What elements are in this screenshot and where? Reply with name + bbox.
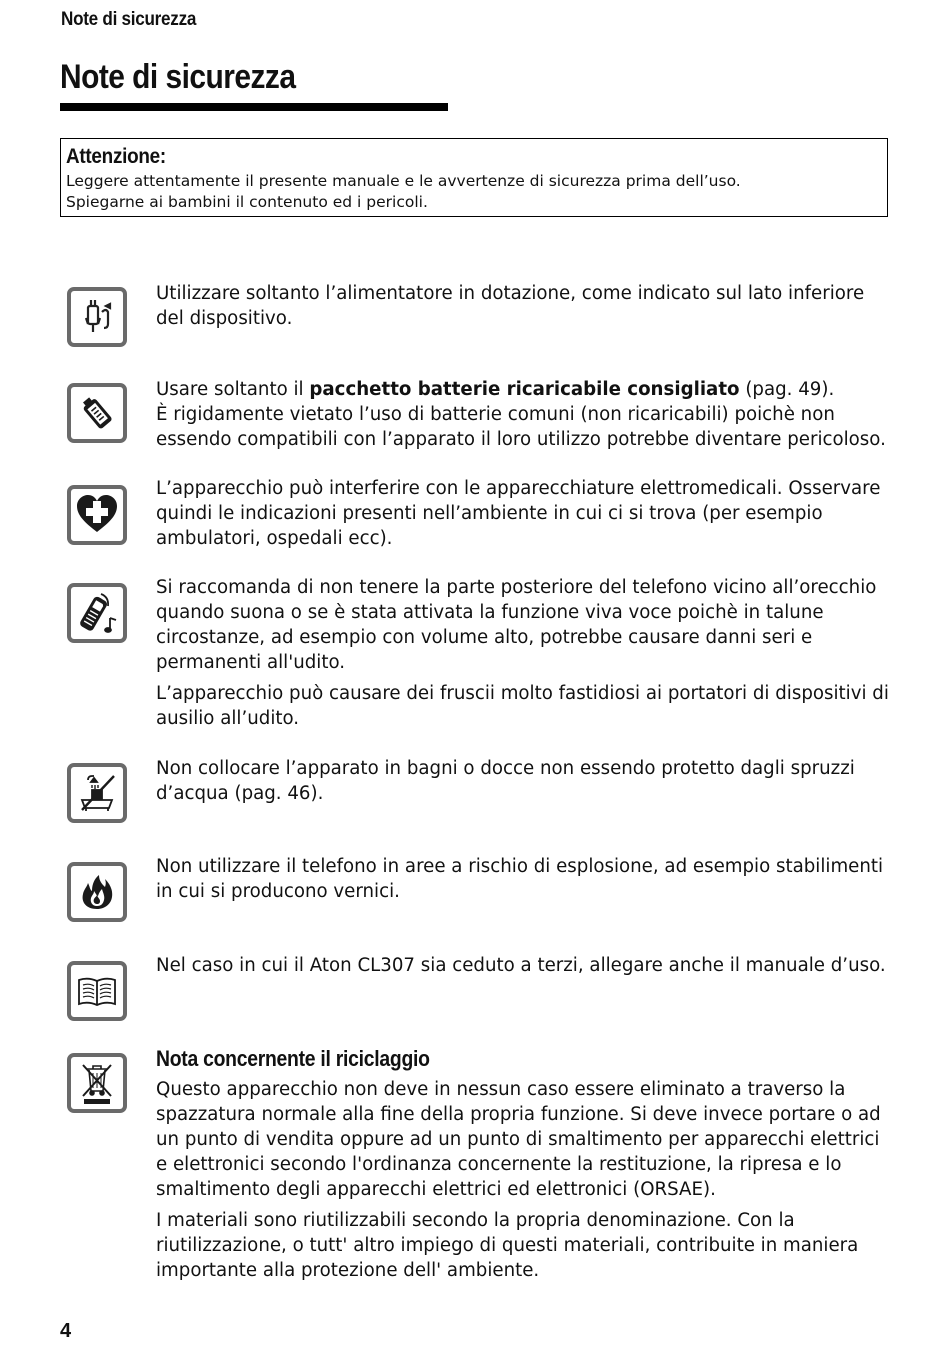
medical-note	[156, 476, 896, 551]
manual-text: Nel caso in cui il Aton CL307 sia ceduto a terzi, allegare anche il manuale d’uso.	[156, 955, 886, 976]
battery-note	[156, 377, 896, 452]
power-adapter-icon	[67, 287, 127, 347]
explosion-note	[156, 854, 896, 904]
running-header: Note di sicurezza	[61, 9, 197, 30]
page-title: Note di sicurezza	[60, 58, 296, 96]
power-adapter-text: Utilizzare soltanto l’alimentatore in dotazione, come indicato sul lato inferiore del dispositivo.	[156, 283, 865, 329]
medical-heart-icon	[67, 485, 127, 545]
hearing-note	[156, 575, 896, 731]
attention-line-2: Spiegarne ai bambini il contenuto ed i pericoli.	[66, 193, 428, 211]
hearing-text-2: L’apparecchio può causare dei fruscii molto fastidiosi ai portatori di dispositivi di ausilio all’udito.	[156, 683, 889, 729]
manual-note	[156, 953, 896, 978]
battery-icon	[67, 383, 127, 443]
hearing-text-1: Si raccomanda di non tenere la parte posteriore del telefono vicino all’orecchio quando suona o se è stata attivata la funzione viva voce poichè in talune circostanze, ad esempio con volume alto, potrebbe causare danni seri e permanenti all'udito.	[156, 577, 877, 673]
crossed-bin-icon	[67, 1053, 127, 1113]
recycling-heading: Nota concernente il riciclaggio	[156, 1046, 430, 1071]
recycling-text-1: Questo apparecchio non deve in nessun caso essere eliminato a traverso la spazzatura normale alla fine della propria funzione. Si deve invece portare o ad un punto di vendita oppure ad un punto di smaltimento per apparecchi elettrici e elettronici secondo l'ordinanza concernente la restituzione, la ripresa e lo smaltimento degli apparecchi elettrici ed elettronici (ORSAE).	[156, 1079, 881, 1200]
battery-text-warning: È rigidamente vietato l’uso di batterie comuni (non ricaricabili) poichè non essendo compatibili con l’apparato il loro utilizzo potrebbe diventare pericoloso.	[156, 404, 886, 450]
attention-heading: Attenzione:	[66, 145, 166, 168]
page-number: 4	[60, 1320, 72, 1342]
power-adapter-note	[156, 281, 896, 331]
flame-icon	[67, 862, 127, 922]
battery-text-post: (pag. 49).	[739, 379, 835, 400]
ringing-phone-icon	[67, 583, 127, 643]
battery-text-bold: pacchetto batterie ricaricabile consigliato	[309, 379, 740, 400]
title-rule	[60, 103, 448, 111]
medical-text: L’apparecchio può interferire con le apparecchiature elettromedicali. Osservare quindi le indicazioni presenti nell’ambiente in cui ci si trova (per esempio ambulatori, ospedali ecc).	[156, 478, 881, 549]
open-book-icon	[67, 961, 127, 1021]
explosion-text: Non utilizzare il telefono in aree a rischio di esplosione, ad esempio stabilimenti in cui si producono vernici.	[156, 856, 884, 902]
attention-line-1: Leggere attentamente il presente manuale e le avvertenze di sicurezza prima dell’uso.	[66, 172, 741, 190]
recycling-text-2: I materiali sono riutilizzabili secondo la propria denominazione. Con la riutilizzazione, o tutt' altro impiego di questi materiali, contribuite in maniera importante alla protezione dell' ambiente.	[156, 1210, 859, 1281]
recycling-note	[156, 1045, 896, 1283]
water-text: Non collocare l’apparato in bagni o docce non essendo protetto dagli spruzzi d’acqua (pag. 46).	[156, 758, 855, 804]
water-note	[156, 756, 896, 806]
battery-text-pre: Usare soltanto il	[156, 379, 310, 400]
no-shower-icon	[67, 763, 127, 823]
attention-box	[60, 138, 888, 217]
